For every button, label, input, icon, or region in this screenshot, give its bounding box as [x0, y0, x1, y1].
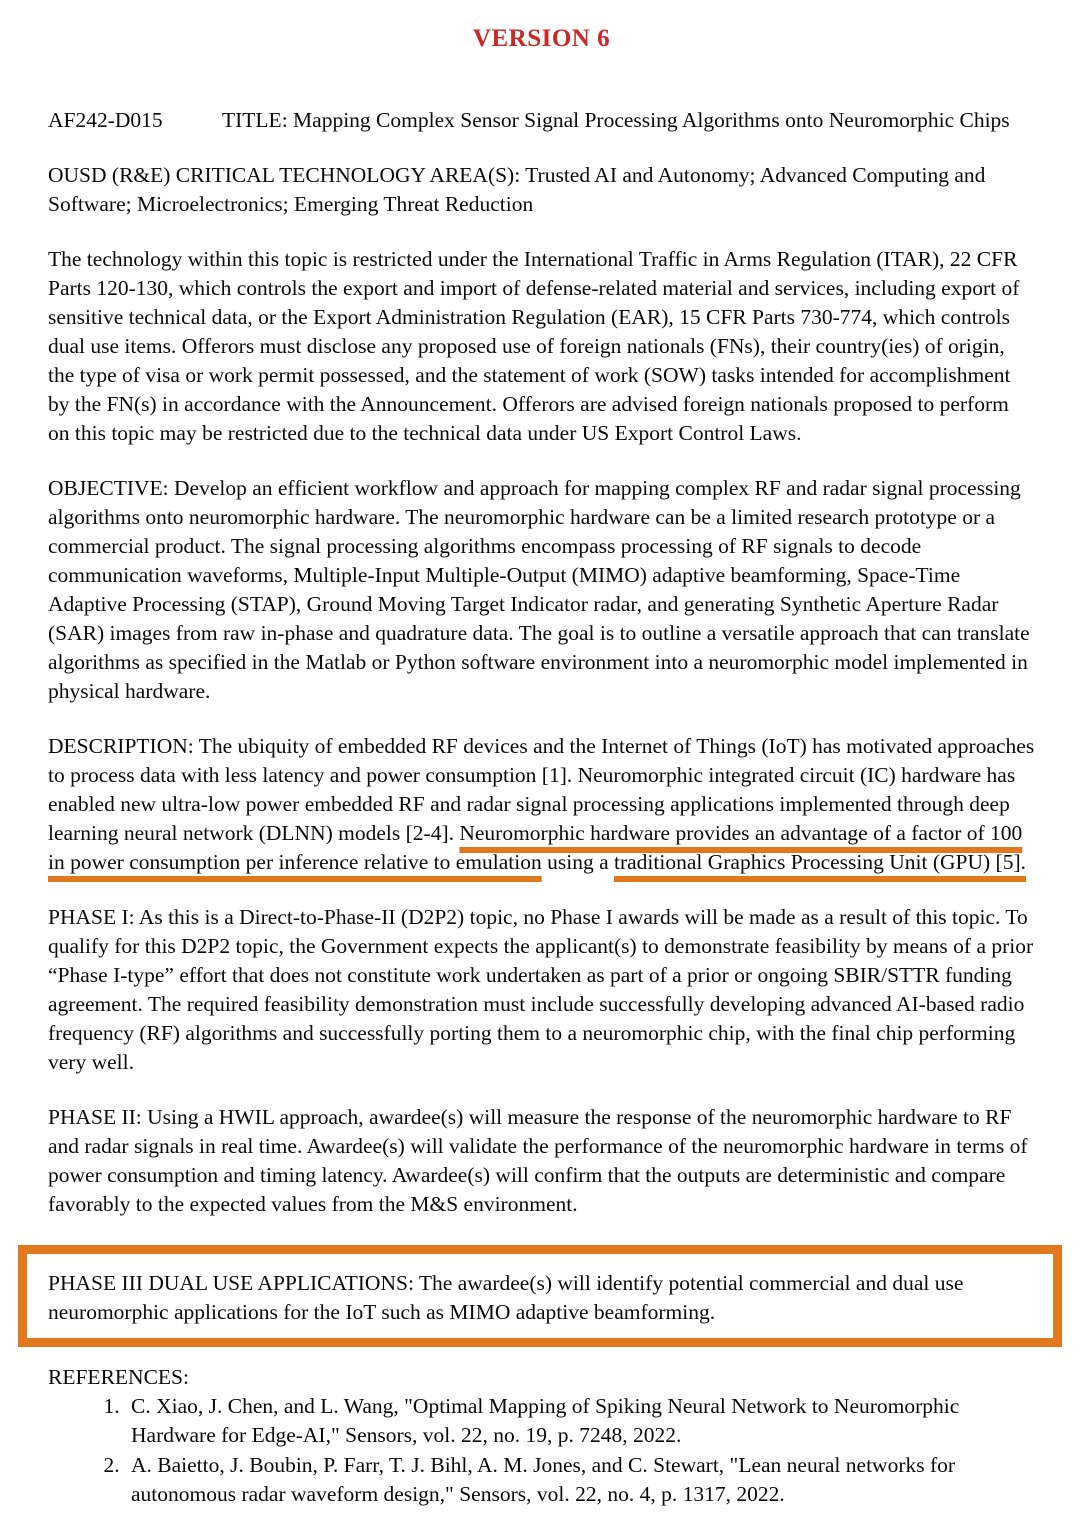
description-underlined-segment: Neuromorphic hardware provides an advantage of a factor of 100 in power consumption per inference relative to emulation [48, 821, 1023, 874]
phase2-paragraph: PHASE II: Using a HWIL approach, awardee(s) will measure the response of the neuromorphic hardware to RF and radar signals in real time. Awardee(s) will validate the performance of the neuromorphic hardware in terms of power consumption and timing latency. Awardee(s) will confirm that the outputs are deterministic and compare favorably to the expected values from the M&S environment. [48, 1105, 1028, 1216]
version-banner: VERSION 6 [472, 25, 611, 52]
topic-title: TITLE: Mapping Complex Sensor Signal Processing Algorithms onto Neuromorphic Chips [222, 108, 1010, 132]
phase1-paragraph: PHASE I: As this is a Direct-to-Phase-II (D2P2) topic, no Phase I awards will be made as a result of this topic. To qualify for this D2P2 topic, the Government expects the applicant(s) to demonstrate feasibility by means of a prior “Phase I-type” effort that does not constitute work undertaken as part of a prior or ongoing SBIR/STTR funding agreement. The required feasibility demonstration must include successfully developing advanced AI-based radio frequency (RF) algorithms and successfully porting them to a neuromorphic chip, with the final chip performing very well. [48, 905, 1034, 1074]
topic-id: AF242-D015 [48, 108, 163, 132]
phase3-paragraph: PHASE III DUAL USE APPLICATIONS: The awardee(s) will identify potential commercial and dual use neuromorphic applications for the IoT such as MIMO adaptive beamforming. [48, 1271, 964, 1324]
description-text-segment: using a [541, 850, 614, 874]
references-list [48, 1392, 1035, 1509]
description-paragraph [48, 732, 1035, 877]
description-text-segment: DESCRIPTION: The ubiquity of embedded RF devices and the Internet of Things (IoT) has motivated approaches to process data with less latency and power consumption [1]. Neuromorphic integrated circuit (IC) hardware has enabled new ultra-low power embedded RF and radar signal processing applications implemented through deep learning neural network (DLNN) models [2-4]. [48, 734, 1035, 845]
itar-notice-paragraph: The technology within this topic is restricted under the International Traffic in Arms Regulation (ITAR), 22 CFR Parts 120-130, which controls the export and import of defense-related material and services, including export of sensitive technical data, or the Export Administration Regulation (EAR), 15 CFR Parts 730-774, which controls dual use items. Offerors must disclose any proposed use of foreign nationals (FNs), their country(ies) of origin, the type of visa or work permit possessed, and the statement of work (SOW) tasks intended for accomplishment by the FN(s) in accordance with the Announcement. Offerors are advised foreign nationals proposed to perform on this topic may be restricted due to the technical data under US Export Control Laws. [48, 247, 1020, 445]
reference-item: 2. A. Baietto, J. Boubin, P. Farr, T. J. Bihl, A. M. Jones, and C. Stewart, "Lean neural networks for autonomous radar waveform design," Sensors, vol. 22, no. 4, p. 1317, 2022. [125, 1451, 1035, 1509]
references-heading: REFERENCES: [48, 1365, 189, 1389]
description-underlined-segment: traditional Graphics Processing Unit (GPU) [5]. [614, 850, 1027, 874]
references-section [48, 1363, 1035, 1509]
phase3-highlight-box [18, 1245, 1062, 1347]
reference-item: 1. C. Xiao, J. Chen, and L. Wang, "Optimal Mapping of Spiking Neural Network to Neuromorphic Hardware for Edge-AI," Sensors, vol. 22, no. 19, p. 7248, 2022. [125, 1392, 1035, 1450]
topic-header [48, 106, 1035, 135]
objective-paragraph: OBJECTIVE: Develop an efficient workflow and approach for mapping complex RF and radar signal processing algorithms onto neuromorphic hardware. The neuromorphic hardware can be a limited research prototype or a commercial product. The signal processing algorithms encompass processing of RF signals to decode communication waveforms, Multiple-Input Multiple-Output (MIMO) adaptive beamforming, Space-Time Adaptive Processing (STAP), Ground Moving Target Indicator radar, and generating Synthetic Aperture Radar (SAR) images from raw in-phase and quadrature data. The goal is to outline a versatile approach that can translate algorithms as specified in the Matlab or Python software environment into a neuromorphic model implemented in physical hardware. [48, 476, 1030, 703]
critical-technology-paragraph: OUSD (R&E) CRITICAL TECHNOLOGY AREA(S): Trusted AI and Autonomy; Advanced Computing and Software; Microelectronics; Emerging Threat Reduction [48, 163, 986, 216]
